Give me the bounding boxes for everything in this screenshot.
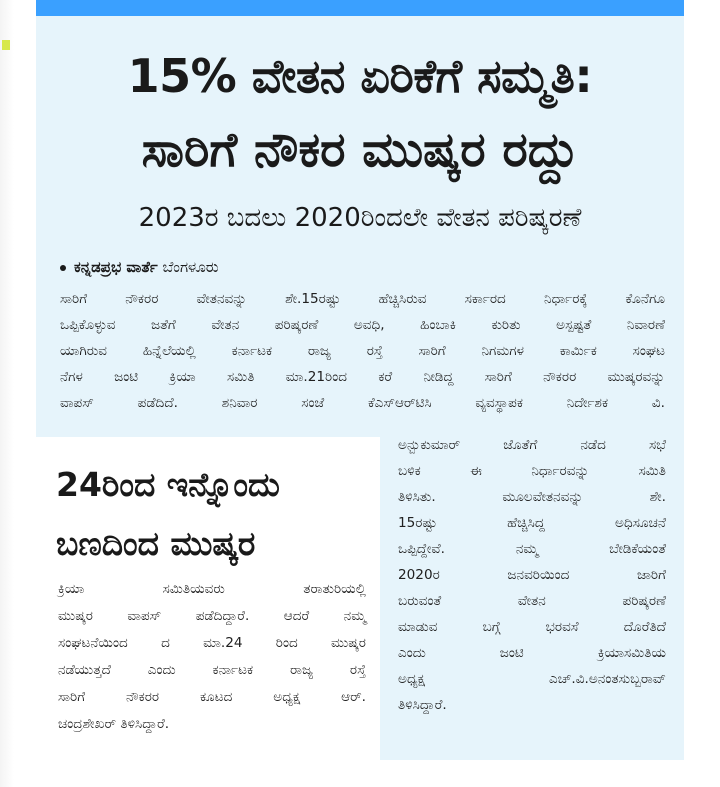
byline-city: ಬೆಂಗಳೂರು: [162, 258, 219, 276]
body-line: ಎಂದು ಜಂಟಿ ಕ್ರಿಯಾಸಮಿತಿಯ: [398, 645, 666, 661]
body-line: ನೆಗಳ ಜಂಟಿ ಕ್ರಿಯಾ ಸಮಿತಿ ಮಾ.21ರಿಂದ ಕರೆ ನೀಡಿದ್ದ ಸಾರಿಗೆ ನೌಕರರ ಮುಷ್ಕರವನ್ನು: [60, 369, 665, 385]
headline-line-2: ಸಾರಿಗೆ ನೌಕರ ಮುಷ್ಕರ ರದ್ದು: [141, 122, 579, 178]
inset-body-line: ಚಂದ್ರಶೇಖರ್ ತಿಳಿಸಿದ್ದಾರೆ.: [58, 716, 170, 732]
body-line: ತಿಳಿಸಿತು. ಮೂಲವೇತನವನ್ನು ಶೇ.: [398, 489, 666, 505]
body-line: ಒಪ್ಪಿಕೊಳ್ಳುವ ಜತೆಗೆ ವೇತನ ಪರಿಷ್ಕರಣೆ ಅವಧಿ, ಹಿಂಬಾಕಿ ಕುರಿತು ಅಸ್ಪಷ್ಟತೆ ನಿವಾರಣೆ: [60, 317, 665, 333]
byline-agency: ಕನ್ನಡಪ್ರಭ ವಾರ್ತೆ: [74, 258, 158, 276]
body-line: ತಿಳಿಸಿದ್ದಾರೆ.: [398, 697, 447, 713]
inset-title-line-1: 24ರಿಂದ ಇನ್ನೊಂದು: [56, 465, 280, 504]
byline: [60, 255, 218, 279]
inset-body-line: ಮುಷ್ಕರ ವಾಪಸ್ ಪಡೆದಿದ್ದಾರೆ. ಆದರೆ ನಮ್ಮ: [58, 608, 366, 624]
body-line: 15ರಷ್ಟು ಹೆಚ್ಚಿಸಿದ್ದ ಅಧಿಸೂಚನೆ: [398, 515, 666, 531]
body-line: ಬಳಿಕ ಈ ನಿರ್ಧಾರವನ್ನು ಸಮಿತಿ: [398, 463, 666, 479]
inset-body-line: ಸಾರಿಗೆ ನೌಕರರ ಕೂಟದ ಅಧ್ಯಕ್ಷ ಆರ್.: [58, 689, 366, 705]
body-line: ಸಾರಿಗೆ ನೌಕರರ ವೇತನವನ್ನು ಶೇ.15ರಷ್ಟು ಹೆಚ್ಚಿಸಿರುವ ಸರ್ಕಾರದ ನಿರ್ಧಾರಕ್ಕೆ ಕೊನೆಗೂ: [60, 291, 665, 307]
body-line: ಬರುವಂತೆ ವೇತನ ಪರಿಷ್ಕರಣೆ: [398, 593, 666, 609]
edge-marker: [2, 40, 10, 50]
top-accent-bar: [36, 0, 684, 16]
subheadline: 2023ರ ಬದಲು 2020ರಿಂದಲೇ ವೇತನ ಪರಿಷ್ಕರಣೆ: [138, 203, 582, 233]
inset-body-line: ಸಂಘಟನೆಯಿಂದ ದ ಮಾ.24 ರಿಂದ ಮುಷ್ಕರ: [58, 635, 366, 651]
page-edge-strip: [0, 0, 14, 787]
body-line: ಯಾಗಿರುವ ಹಿನ್ನೆಲೆಯಲ್ಲಿ ಕರ್ನಾಟಕ ರಾಜ್ಯ ರಸ್ತೆ ಸಾರಿಗೆ ನಿಗಮಗಳ ಕಾರ್ಮಿಕ ಸಂಘಟ: [60, 343, 665, 359]
body-line: ಅನ್ಬುಕುಮಾರ್ ಜೊತೆಗೆ ನಡೆದ ಸಭೆ: [398, 437, 666, 453]
body-line: 2020ರ ಜನವರಿಯಿಂದ ಜಾರಿಗೆ: [398, 567, 666, 583]
body-line: ವಾಪಸ್ ಪಡೆದಿದೆ. ಶನಿವಾರ ಸಂಜೆ ಕೆಎಸ್ಆರ್‌ಟಿಸಿ ವ್ಯವಸ್ಥಾಪಕ ನಿರ್ದೇಶಕ ವಿ.: [60, 395, 665, 411]
inset-body-line: ನಡೆಯುತ್ತದೆ ಎಂದು ಕರ್ನಾಟಕ ರಾಜ್ಯ ರಸ್ತೆ: [58, 662, 366, 678]
body-line: ಒಪ್ಪಿದ್ದೇವೆ. ನಮ್ಮ ಬೇಡಿಕೆಯಂತೆ: [398, 541, 666, 557]
bullet-icon: [60, 265, 66, 271]
inset-title-line-2: ಬಣದಿಂದ ಮುಷ್ಕರ: [56, 524, 256, 563]
body-line: ಮಾಡುವ ಬಗ್ಗೆ ಭರವಸೆ ದೊರೆತಿದೆ: [398, 619, 666, 635]
body-line: ಅಧ್ಯಕ್ಷ ಎಚ್.ವಿ.ಅನಂತಸುಬ್ಬರಾವ್: [398, 671, 666, 687]
headline-line-1: 15% ವೇತನ ಏರಿಕೆಗೆ ಸಮ್ಮತಿ:: [127, 49, 593, 103]
inset-body-line: ಕ್ರಿಯಾ ಸಮಿತಿಯವರು ತರಾತುರಿಯಲ್ಲಿ: [58, 581, 366, 597]
